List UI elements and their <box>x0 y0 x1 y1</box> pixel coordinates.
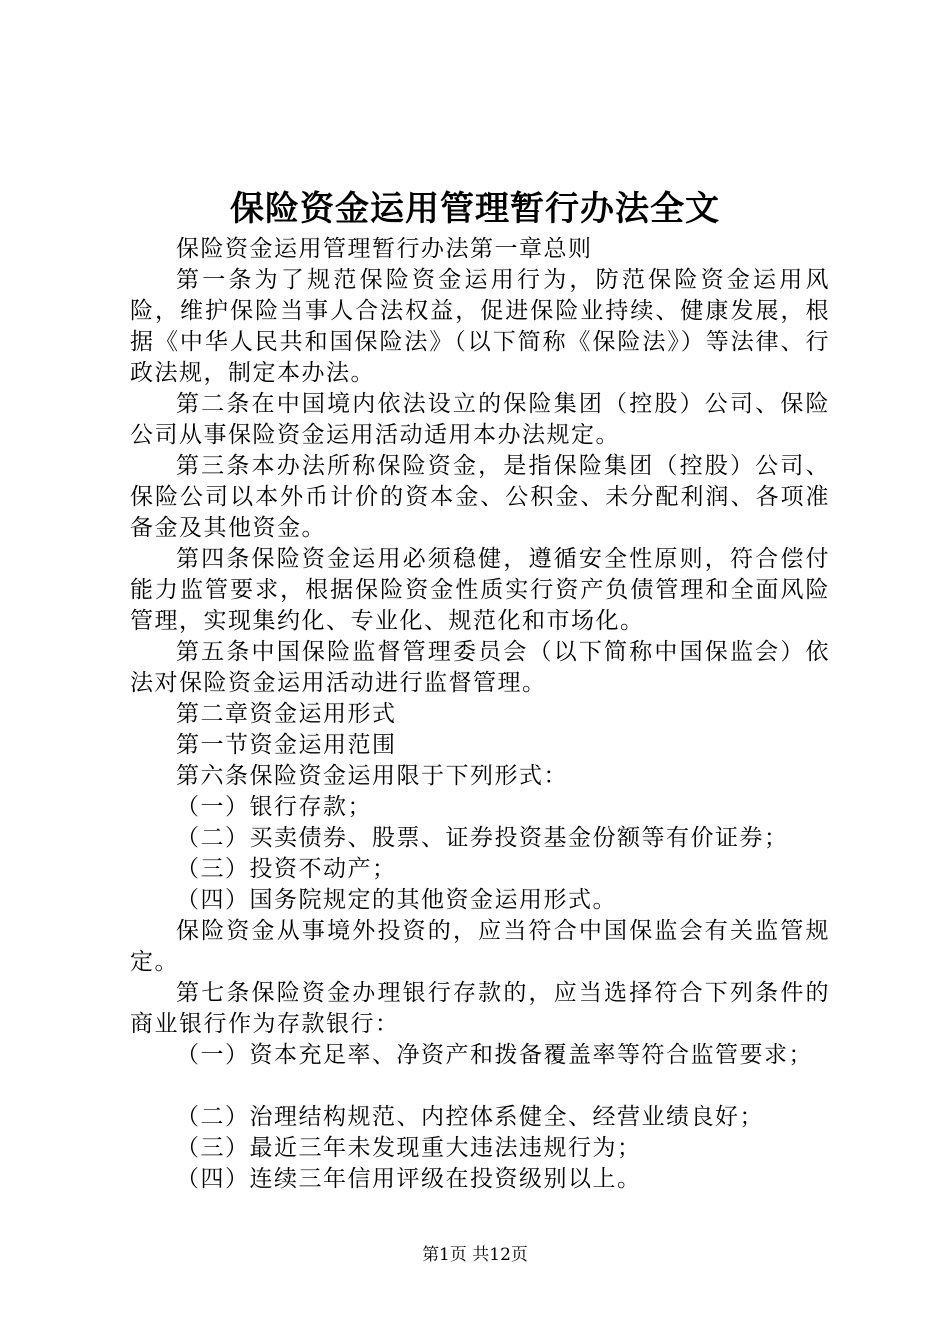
article-6: 第六条保险资金运用限于下列形式： <box>176 763 568 789</box>
article-6-item-4: （四）国务院规定的其他资金运用形式。 <box>176 887 617 913</box>
section-1-heading: 第一节资金运用范围 <box>176 732 397 758</box>
article-4: 第四条保险资金运用必须稳健，遵循安全性原则，符合偿付能力监管要求，根据保险资金性质实行资产负债管理和全面风险管理，实现集约化、专业化、规范化和市场化。 <box>130 546 830 634</box>
article-2: 第二条在中国境内依法设立的保险集团（控股）公司、保险公司从事保险资金运用活动适用本办法规定。 <box>130 391 830 448</box>
article-6-item-2: （二）买卖债券、股票、证券投资基金份额等有价证券； <box>176 825 789 851</box>
article-7-item-4: （四）连续三年信用评级在投资级别以上。 <box>176 1166 642 1192</box>
article-6-overseas-note: 保险资金从事境外投资的，应当符合中国保监会有关监管规定。 <box>130 918 830 975</box>
article-3: 第三条本办法所称保险资金，是指保险集团（控股）公司、保险公司以本外币计价的资本金、公积金、未分配利润、各项准备金及其他资金。 <box>130 453 830 541</box>
article-1: 第一条为了规范保险资金运用行为，防范保险资金运用风险，维护保险当事人合法权益，促进保险业持续、健康发展，根据《中华人民共和国保险法》（以下简称《保险法》）等法律、行政法规，制定本办法。 <box>130 267 830 386</box>
article-7-item-3: （三）最近三年未发现重大违法违规行为； <box>176 1135 642 1161</box>
article-7-item-1: （一）资本充足率、净资产和拨备覆盖率等符合监管要求； <box>176 1042 813 1068</box>
article-6-item-1: （一）银行存款； <box>176 794 372 820</box>
document-body <box>130 234 830 1195</box>
article-6-item-3: （三）投资不动产； <box>176 856 397 882</box>
page-number-footer: 第1页 共12页 <box>422 1245 528 1265</box>
chapter-heading: 保险资金运用管理暂行办法第一章总则 <box>176 236 593 262</box>
article-5: 第五条中国保险监督管理委员会（以下简称中国保监会）依法对保险资金运用活动进行监督管理。 <box>130 639 830 696</box>
document-title: 保险资金运用管理暂行办法全文 <box>230 189 720 229</box>
article-7-item-2: （二）治理结构规范、内控体系健全、经营业绩良好； <box>176 1104 764 1130</box>
chapter-2-heading: 第二章资金运用形式 <box>176 701 397 727</box>
article-7: 第七条保险资金办理银行存款的，应当选择符合下列条件的商业银行作为存款银行： <box>130 980 830 1037</box>
